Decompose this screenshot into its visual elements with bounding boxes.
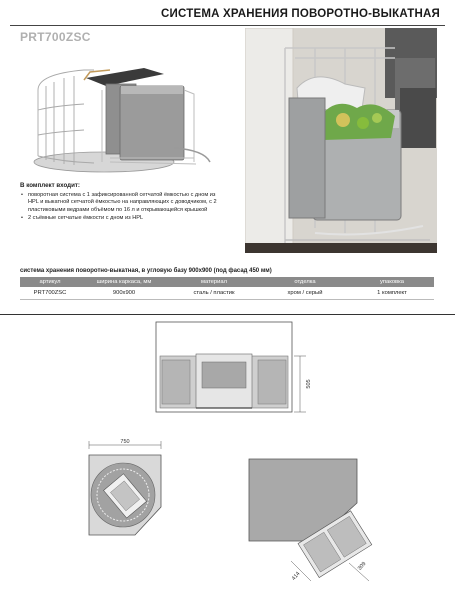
spec-table bbox=[20, 277, 434, 300]
spec-header-material: материал bbox=[168, 277, 260, 287]
kit-contents bbox=[20, 182, 220, 223]
installation-photo bbox=[245, 28, 437, 253]
front-elevation-drawing bbox=[150, 318, 330, 418]
spec-header-package: упаковка bbox=[350, 277, 434, 287]
spec-cell-finish: хром / серый bbox=[260, 287, 350, 300]
table-row bbox=[20, 287, 434, 300]
dimension-width: 750 bbox=[120, 439, 130, 445]
spec-header-article: артикул bbox=[20, 277, 80, 287]
spec-cell-article: PRT700ZSC bbox=[20, 287, 80, 300]
kit-item: • 2 съёмные сетчатые ёмкости с дном из HPL bbox=[28, 215, 220, 222]
page-title: СИСТЕМА ХРАНЕНИЯ ПОВОРОТНО-ВЫКАТНАЯ bbox=[161, 8, 440, 20]
kit-list bbox=[20, 192, 220, 222]
spec-header-width: ширина каркаса, мм bbox=[80, 277, 168, 287]
spec-cell-package: 1 комплект bbox=[350, 287, 434, 300]
spec-caption: система хранения поворотно-выкатная, в угловую базу 900x900 (под фасад 450 мм) bbox=[20, 268, 272, 274]
pullout-plan-drawing bbox=[245, 455, 395, 590]
dimension-height: 505 bbox=[306, 379, 312, 389]
product-illustration bbox=[24, 50, 214, 178]
spec-cell-material: сталь / пластик bbox=[168, 287, 260, 300]
drawings-divider bbox=[0, 314, 455, 315]
dimension-depth-a: 414 bbox=[290, 570, 302, 582]
installation-photo-drawing bbox=[245, 28, 437, 253]
spec-header-row bbox=[20, 277, 434, 287]
dimension-depth-b: 309 bbox=[356, 560, 368, 572]
spec-header-finish: отделка bbox=[260, 277, 350, 287]
plan-view-drawing bbox=[75, 435, 185, 545]
kit-heading: В комплект входит: bbox=[20, 182, 80, 189]
header-divider bbox=[10, 25, 445, 26]
model-code: PRT700ZSC bbox=[20, 30, 91, 44]
kit-item: • поворотная система с 1 зафиксированной сетчатой ёмкостью с дном из HPL и выкатной сетчатой ёмкостью на направляющих с доводчиком, с 2 пластиковыми ведрами объёмом по 16 л и открывающейся крышкой bbox=[28, 192, 220, 214]
spec-cell-width: 900x900 bbox=[80, 287, 168, 300]
